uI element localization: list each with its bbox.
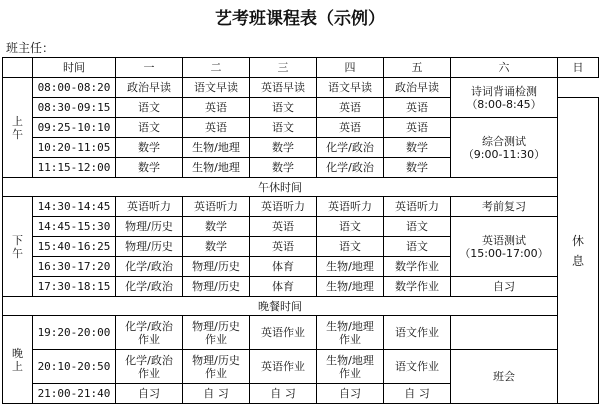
class-cell: 生物/地理: [317, 277, 384, 297]
class-cell: 数学作业: [384, 257, 451, 277]
class-cell: 英语: [183, 118, 250, 138]
saturday-morning-1: 诗词背诵检测 （8:00-8:45）: [451, 78, 558, 118]
dinner-break: 晚餐时间: [3, 297, 558, 316]
header-row: [3, 58, 599, 78]
table-row: [3, 277, 599, 297]
table-row: [3, 217, 599, 237]
time-cell: 17:30-18:15: [33, 277, 116, 297]
class-cell: 语文: [250, 118, 317, 138]
table-row: [3, 118, 599, 138]
time-cell: 20:10-20:50: [33, 350, 116, 384]
time-cell: 21:00-21:40: [33, 384, 116, 404]
class-cell: 自 习: [384, 384, 451, 404]
class-cell: 英语: [250, 237, 317, 257]
class-cell: 数学: [116, 158, 183, 178]
class-cell: 英语作业: [250, 350, 317, 384]
saturday-morning-2: 综合测试 （9:00-11:30）: [451, 118, 558, 178]
time-cell: 08:00-08:20: [33, 78, 116, 98]
table-row: [3, 316, 599, 350]
class-cell: 语文: [116, 118, 183, 138]
class-cell: 自习: [317, 384, 384, 404]
class-cell: 英语: [384, 118, 451, 138]
time-cell: 09:25-10:10: [33, 118, 116, 138]
class-cell: 语文作业: [384, 350, 451, 384]
header-day: 一: [116, 58, 183, 78]
class-cell: 英语: [183, 98, 250, 118]
period-evening: 晚 上: [3, 316, 33, 404]
class-cell: 政治早读: [116, 78, 183, 98]
class-cell: 生物/地理: [183, 158, 250, 178]
saturday-evening-blank: [451, 316, 558, 350]
page-title: 艺考班课程表（示例）: [215, 9, 385, 29]
saturday-afternoon-1: 考前复习: [451, 197, 558, 217]
class-cell: 数学: [183, 217, 250, 237]
lunch-break: 午休时间: [3, 178, 558, 197]
header-day: 四: [317, 58, 384, 78]
class-cell: 英语听力: [250, 197, 317, 217]
class-cell: 政治早读: [384, 78, 451, 98]
table-row: [3, 78, 599, 98]
table-row: [3, 350, 599, 384]
class-cell: 物理/历史: [116, 217, 183, 237]
header-day: 日: [558, 58, 599, 78]
time-cell: 10:20-11:05: [33, 138, 116, 158]
class-cell: 英语: [250, 217, 317, 237]
class-cell: 英语听力: [116, 197, 183, 217]
class-cell: 物理/历史: [116, 237, 183, 257]
table-row: [3, 197, 599, 217]
class-cell: 自习: [116, 384, 183, 404]
class-cell: 生物/地理 作业: [317, 350, 384, 384]
class-cell: 英语: [317, 98, 384, 118]
class-cell: 数学: [384, 138, 451, 158]
class-cell: 语文: [384, 217, 451, 237]
header-day: 五: [384, 58, 451, 78]
class-cell: 语文: [317, 237, 384, 257]
class-cell: 物理/历史 作业: [183, 316, 250, 350]
class-cell: 体育: [250, 257, 317, 277]
class-cell: 英语早读: [250, 78, 317, 98]
class-cell: 英语: [317, 118, 384, 138]
class-cell: 语文早读: [183, 78, 250, 98]
time-cell: 14:30-14:45: [33, 197, 116, 217]
time-cell: 14:45-15:30: [33, 217, 116, 237]
class-cell: 化学/政治: [317, 138, 384, 158]
time-cell: 15:40-16:25: [33, 237, 116, 257]
class-cell: 物理/历史 作业: [183, 350, 250, 384]
class-cell: 自 习: [250, 384, 317, 404]
class-cell: 语文早读: [317, 78, 384, 98]
class-cell: 数学: [116, 138, 183, 158]
class-cell: 化学/政治: [116, 277, 183, 297]
time-cell: 19:20-20:00: [33, 316, 116, 350]
class-cell: 语文: [250, 98, 317, 118]
class-cell: 数学: [250, 158, 317, 178]
sunday-rest: 休 息: [558, 98, 599, 404]
class-cell: 英语听力: [317, 197, 384, 217]
class-cell: 语文: [116, 98, 183, 118]
class-cell: 数学: [250, 138, 317, 158]
time-cell: 11:15-12:00: [33, 158, 116, 178]
class-cell: 英语听力: [384, 197, 451, 217]
period-afternoon: 下 午: [3, 197, 33, 297]
class-cell: 化学/政治: [317, 158, 384, 178]
class-cell: 语文作业: [384, 316, 451, 350]
break-row: [3, 297, 599, 316]
class-cell: 英语: [384, 98, 451, 118]
time-cell: 08:30-09:15: [33, 98, 116, 118]
class-teacher-label: 班主任：: [6, 41, 55, 55]
class-cell: 化学/政治 作业: [116, 350, 183, 384]
class-cell: 物理/历史: [183, 277, 250, 297]
period-morning: 上 午: [3, 78, 33, 178]
class-cell: 生物/地理: [183, 138, 250, 158]
break-row: [3, 178, 599, 197]
class-cell: 生物/地理 作业: [317, 316, 384, 350]
class-cell: 数学: [384, 158, 451, 178]
class-cell: 英语听力: [183, 197, 250, 217]
class-cell: 自 习: [183, 384, 250, 404]
time-cell: 16:30-17:20: [33, 257, 116, 277]
corner-cell: [3, 58, 33, 78]
saturday-afternoon-2: 英语测试 （15:00-17:00）: [451, 217, 558, 277]
header-day: 六: [451, 58, 558, 78]
class-cell: 语文: [317, 217, 384, 237]
class-cell: 数学: [183, 237, 250, 257]
class-cell: 物理/历史: [183, 257, 250, 277]
class-cell: 生物/地理: [317, 257, 384, 277]
saturday-afternoon-3: 自习: [451, 277, 558, 297]
header-day: 二: [183, 58, 250, 78]
class-cell: 数学作业: [384, 277, 451, 297]
class-cell: 体育: [250, 277, 317, 297]
header-day: 三: [250, 58, 317, 78]
header-time: 时间: [33, 58, 116, 78]
sunday-blank: [558, 78, 599, 98]
class-cell: 英语作业: [250, 316, 317, 350]
class-cell: 语文: [384, 237, 451, 257]
class-cell: 化学/政治 作业: [116, 316, 183, 350]
schedule-table: [2, 57, 599, 404]
class-cell: 化学/政治: [116, 257, 183, 277]
saturday-evening: 班会: [451, 350, 558, 404]
